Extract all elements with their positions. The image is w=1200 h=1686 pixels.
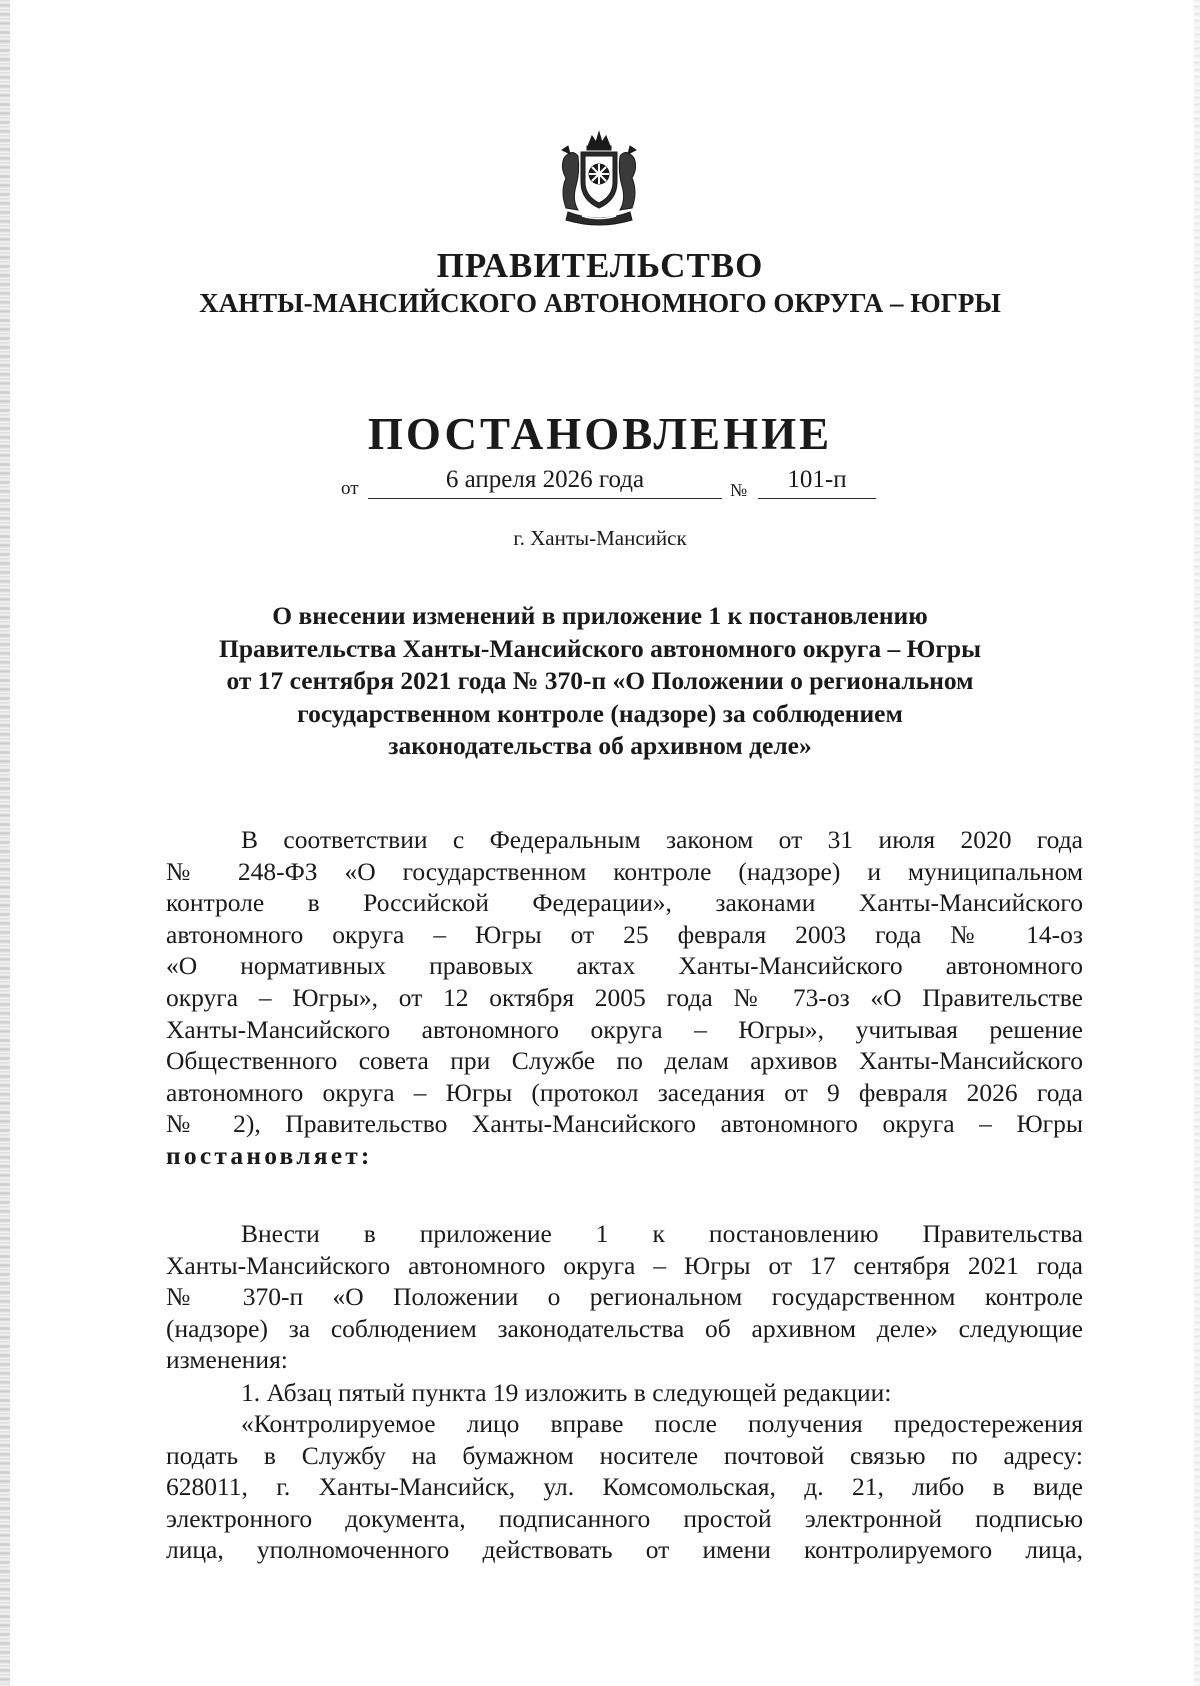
- amendment-paragraph: [166, 1218, 1083, 1376]
- text-line: «Контролируемое лицо вправе после получения предостережения: [241, 1409, 1083, 1438]
- text-line: электронного документа, подписанного простой электронной подписью: [166, 1503, 1083, 1533]
- title-line: от 17 сентября 2021 года № 370-п «О Положении о региональном: [226, 666, 974, 695]
- text-line: № 370-п «О Положении о региональном государственном контроле: [166, 1282, 1083, 1312]
- text-line: № 248-ФЗ «О государственном контроле (надзоре) и муниципальном: [166, 856, 1083, 886]
- resolves-word: постановляет:: [166, 1140, 373, 1170]
- document-type: ПОСТАНОВЛЕНИЕ: [367, 409, 833, 459]
- government-name: ПРАВИТЕЛЬСТВО: [436, 246, 764, 285]
- text-line: «О нормативных правовых актах Ханты-Мансийского автономного: [166, 951, 1083, 981]
- region-name: ХАНТЫ-МАНСИЙСКОГО АВТОНОМНОГО ОКРУГА – ЮГРЫ: [199, 288, 1001, 318]
- title-line: законодательства об архивном деле»: [388, 731, 812, 760]
- text-line: (надзоре) за соблюдением законодательства об архивном деле» следующие: [166, 1313, 1083, 1343]
- text-line: № 2), Правительство Ханты-Мансийского автономного округа – Югры: [166, 1109, 1083, 1139]
- quoted-paragraph: [166, 1408, 1083, 1566]
- text-line: Внести в приложение 1 к постановлению Правительства: [241, 1219, 1083, 1248]
- text-line: округа – Югры», от 12 октября 2005 года № 73-оз «О Правительстве: [166, 982, 1083, 1012]
- text-line: 628011, г. Ханты-Мансийск, ул. Комсомольская, д. 21, либо в виде: [166, 1472, 1083, 1502]
- title-line: Правительства Ханты-Мансийского автономного округа – Югры: [218, 633, 981, 663]
- text-line: В соответствии с Федеральным законом от 31 июля 2020 года: [241, 825, 1083, 854]
- title-line: государственном контроле (надзоре) за соблюдением: [297, 698, 903, 728]
- text-line: изменения:: [166, 1345, 288, 1375]
- document-date: 6 апреля 2026 года: [368, 466, 722, 499]
- text-line: подать в Службу на бумажном носителе почтовой связью по адресу:: [166, 1440, 1083, 1470]
- text-line: контроле в Российской Федерации», законами Ханты-Мансийского: [166, 888, 1083, 918]
- document-number: 101-п: [758, 466, 876, 499]
- city: г. Ханты-Мансийск: [513, 526, 687, 550]
- document-title: [150, 600, 1050, 763]
- title-line: О внесении изменений в приложение 1 к постановлению: [272, 601, 928, 630]
- coat-of-arms-icon: [554, 128, 644, 230]
- preamble-paragraph: [166, 824, 1083, 1172]
- text-line: Ханты-Мансийского автономного округа – Югры», учитывая решение: [166, 1014, 1083, 1044]
- text-line: 1. Абзац пятый пункта 19 изложить в следующей редакции:: [241, 1378, 892, 1407]
- date-number-row: [0, 466, 1200, 506]
- item-1-paragraph: [166, 1377, 1083, 1409]
- text-line: автономного округа – Югры (протокол заседания от 9 февраля 2026 года: [166, 1077, 1083, 1107]
- date-prefix: от: [341, 478, 359, 499]
- text-line: лица, уполномоченного действовать от имени контролируемого лица,: [166, 1535, 1083, 1565]
- text-line: автономного округа – Югры от 25 февраля 2003 года № 14-оз: [166, 919, 1083, 949]
- text-line: Ханты-Мансийского автономного округа – Югры от 17 сентября 2021 года: [166, 1250, 1083, 1280]
- number-sign: №: [730, 480, 748, 500]
- text-line: Общественного совета при Службе по делам архивов Ханты-Мансийского: [166, 1046, 1083, 1076]
